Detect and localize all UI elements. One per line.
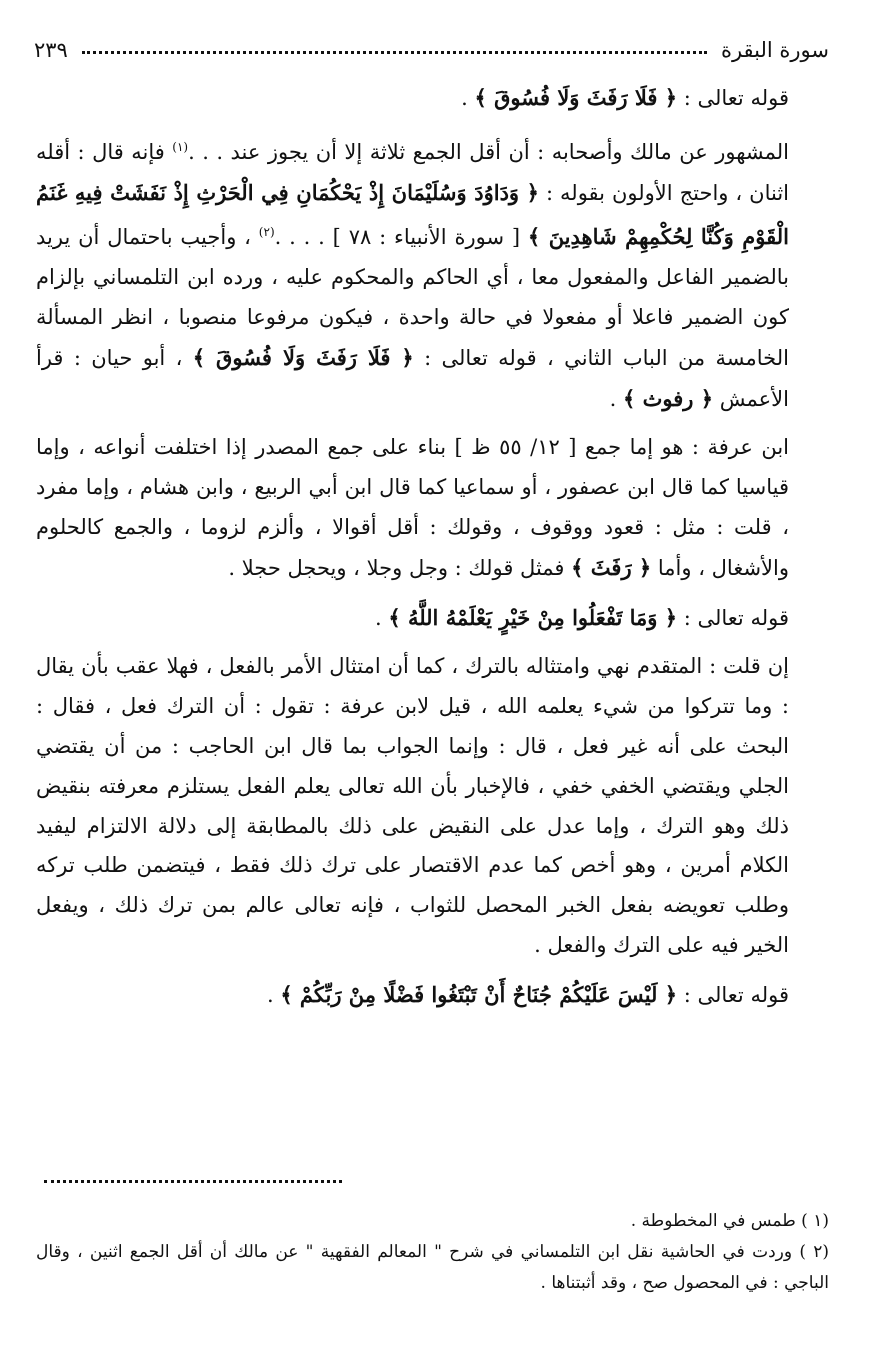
footnote-ref: (٢) — [258, 225, 275, 240]
quran-verse: ﴿ وَمَا تَفْعَلُوا مِنْ خَيْرٍ يَعْلَمْهُ اللَّهُ ﴾ — [388, 604, 678, 630]
punctuation: . — [461, 86, 468, 110]
footnote-separator — [44, 1180, 342, 1183]
commentary-text: المشهور عن مالك وأصحابه : أن أقل الجمع ثلاثة إلا أن يجوز عند . . . — [188, 139, 789, 164]
footnotes — [36, 1206, 829, 1299]
footnote-2: (٢ ) وردت في الحاشية نقل ابن التلمساني في شرح " المعالم الفقهية " عن مالك أن أقل الجمع اثنين ، وقال الباجي : في المحصول صح ، وقد أثبتناها . — [36, 1242, 829, 1293]
paragraph-commentary-1 — [36, 128, 829, 420]
quran-verse: ﴿ وَدَاوُدَ وَسُلَيْمَانَ إِذْ يَحْكُمَانِ فِي الْحَرْثِ إِذْ نَفَشَتْ فِيهِ غَنَمُ الْقَوْمِ وَكُنَّا لِحُكْمِهِمْ شَاهِدِينَ ﴾ — [36, 179, 789, 250]
paragraph-commentary-2 — [36, 428, 829, 588]
commentary-text: ابن عرفة : هو إما جمع [ ١٢/ ٥٥ ظ ] بناء على جمع المصدر إذا اختلفت أنواعه ، وإما قياسيا كما قال ابن عصفور ، أو سماعيا كما قال ابن أبي الربيع ، وابن هشام ، وإما مفرد ، قلت : مثل : قعود ووقوف ، وقولك : أقل أقوالا ، وألزم لزوما ، والجمع كالحلوم والأشغال ، وأما — [36, 435, 790, 580]
quran-verse: ﴿ فَلَا رَفَثَ وَلَا فُسُوقَ ﴾ — [192, 344, 414, 370]
quran-verse: ﴿ فَلَا رَفَثَ وَلَا فُسُوقَ ﴾ — [474, 85, 678, 110]
commentary-text: فإنه قال : أقله اثنان ، واحتج الأولون بقوله : — [36, 139, 789, 205]
main-text — [36, 78, 829, 1016]
punctuation: . — [374, 605, 382, 630]
footnote-1: (١ ) طمس في المخطوطة . — [630, 1211, 829, 1231]
paragraph-commentary-3 — [36, 647, 829, 965]
running-header — [34, 30, 829, 70]
commentary-text: ، أبو حيان : قرأ الأعمش — [36, 345, 789, 411]
quran-word: ﴿ رَفَثَ ﴾ — [571, 554, 652, 580]
variant-reading: ﴿ رفوث ﴾ — [623, 385, 714, 411]
paragraph-verse-1 — [36, 78, 829, 119]
punctuation: . — [609, 386, 617, 411]
commentary-text: ، وأجيب باحتمال أن يريد بالضمير الفاعل والمفعول معا ، أي الحاكم والمحكوم عليه ، ورده ابن التلمساني بإلزام كون الضمير فاعلا أو مفعولا في حالة واحدة ، فيكون مرفوعا منصوبا ، انظر المسألة الخامسة من الباب الثاني ، قوله تعالى : — [36, 225, 789, 370]
verse-intro: قوله تعالى : — [683, 86, 789, 110]
page-number: ٢٣٩ — [34, 38, 68, 62]
commentary-text: فمثل قولك : وجل وجلا ، ويحجل حجلا . — [228, 555, 565, 580]
verse-intro: قوله تعالى : — [683, 605, 789, 630]
punctuation: . — [266, 982, 274, 1007]
verse-citation: [ سورة الأنبياء : ٧٨ ] . . . . — [274, 225, 521, 250]
paragraph-verse-2 — [36, 598, 829, 639]
footnote-ref: (١) — [172, 139, 189, 154]
paragraph-verse-3 — [36, 975, 829, 1016]
quran-verse: ﴿ لَيْسَ عَلَيْكُمْ جُنَاحٌ أَنْ تَبْتَغُوا فَضْلًا مِنْ رَبِّكُمْ ﴾ — [280, 981, 678, 1007]
commentary-text: إن قلت : المتقدم نهي وامتثاله بالترك ، كما أن امتثال الأمر بالفعل ، فهلا عقب بأن يقال : وما تتركوا من شيء يعلمه الله ، قيل لابن عرفة : تقول : أن الترك فعل ، فقال : البحث على أنه غير فعل ، قال : وإنما الجواب بما قال ابن الحاجب : من أن يقتضي الجلي ويقتضي الخفي خفي ، فالإخبار بأن الله تعالى يعلم الفعل يستلزم معرفته بنقيض ذلك وهو الترك ، وإما عدل على النقيض على ذلك بالمطابقة إلى دلالة الالتزام ليفيد الكلام أمرين ، وهو أخص كما عدم الاقتصار على ترك ذلك فقط ، فيتضمن طلب تركه وطلب تعويضه بفعل الخبر المحصل للثواب ، فإنه تعالى عالم بمن ترك ذلك ، ويفعل الخير فيه على الترك والفعل . — [36, 654, 789, 957]
header-dotted-rule — [82, 51, 707, 54]
verse-intro: قوله تعالى : — [683, 982, 789, 1007]
surah-title: سورة البقرة — [720, 38, 829, 62]
